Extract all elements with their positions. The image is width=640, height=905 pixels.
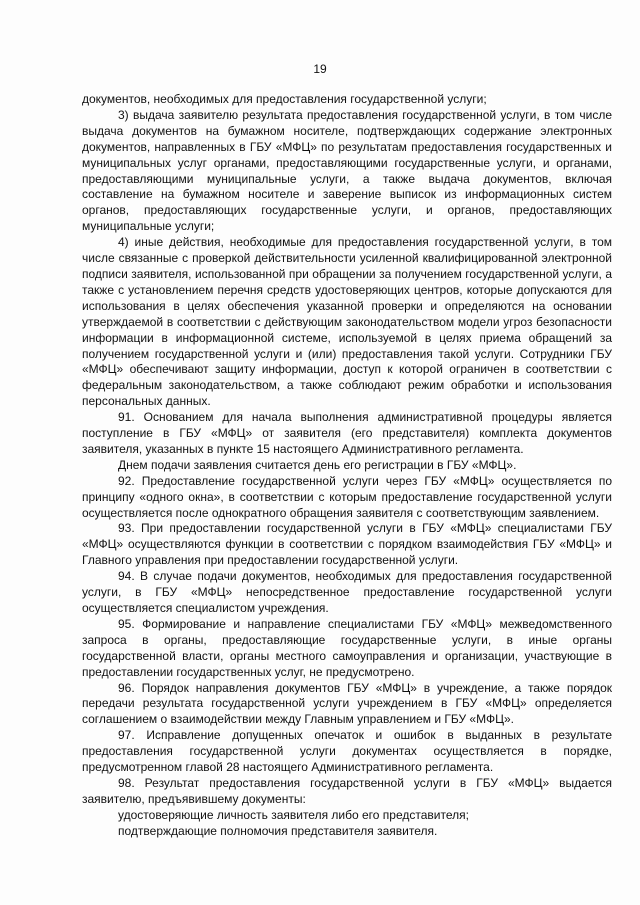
- paragraph-97: 97. Исправление допущенных опечаток и ошибок в выданных в результате предоставления государственной услуги документах осуществляется в порядке, предусмотренном главой 28 настоящего Административного регламента.: [82, 728, 612, 775]
- paragraph-item-4: 4) иные действия, необходимые для предоставления государственной услуги, в том числе связанные с проверкой действительности усиленной квалифицированной электронной подписи заявителя, использованной при обращении за получением государственной услуги, а также с установлением перечня средств удостоверяющих центров, которые допускаются для использования в целях обеспечения указанной проверки и определяются на основании утверждаемой в соответствии с действующим законодательством модели угроз безопасности информации в информационной системе, используемой в целях приема обращений за получением государственной услуги и (или) предоставления такой услуги. Сотрудники ГБУ «МФЦ» обеспечивают защиту информации, доступ к которой ограничен в соответствии с федеральным законодательством, а также соблюдают режим обработки и использования персональных данных.: [82, 235, 612, 409]
- document-body: [82, 92, 612, 840]
- paragraph-identity-documents: удостоверяющие личность заявителя либо его представителя;: [118, 807, 469, 822]
- paragraph-96: 96. Порядок направления документов ГБУ «МФЦ» в учреждение, а также порядок передачи результата государственной услуги учреждением в ГБУ «МФЦ» определяется соглашением о взаимодействии между Главным управлением и ГБУ «МФЦ».: [82, 680, 612, 727]
- page-number: 19: [313, 62, 327, 76]
- paragraph-92: 92. Предоставление государственной услуги через ГБУ «МФЦ» осуществляется по принципу «одного окна», в соответствии с которым предоставление государственной услуги осуществляется после однократного обращения заявителя с соответствующим заявлением.: [82, 473, 612, 520]
- paragraph-filing-day: Днем подачи заявления считается день его регистрации в ГБУ «МФЦ».: [118, 457, 517, 472]
- paragraph-91: 91. Основанием для начала выполнения административной процедуры является поступление в ГБУ «МФЦ» от заявителя (его представителя) комплекта документов заявителя, указанных в пункте 15 настоящего Административного регламента.: [82, 410, 612, 456]
- paragraph-93: 93. При предоставлении государственной услуги в ГБУ «МФЦ» специалистами ГБУ «МФЦ» осуществляются функции в соответствии с порядком взаимодействия ГБУ «МФЦ» и Главного управления при предоставлении государственной услуги.: [82, 521, 612, 568]
- paragraph-authority-documents: подтверждающие полномочия представителя заявителя.: [118, 823, 438, 838]
- paragraph-94: 94. В случае подачи документов, необходимых для предоставления государственной услуги, в ГБУ «МФЦ» непосредственное предоставление государственной услуги осуществляется специалистом учреждения.: [82, 569, 612, 615]
- paragraph-98: 98. Результат предоставления государственной услуги в ГБУ «МФЦ» выдается заявителю, предъявившему документы:: [82, 775, 612, 806]
- paragraph-continuation: документов, необходимых для предоставления государственной услуги;: [82, 92, 487, 106]
- paragraph-95: 95. Формирование и направление специалистами ГБУ «МФЦ» межведомственного запроса в органы, предоставляющие государственные услуги, в иные органы государственной власти, органы местного самоуправления и организации, участвующие в предоставлении государственных услуг, не предусмотрено.: [82, 616, 612, 679]
- paragraph-item-3: 3) выдача заявителю результата предоставления государственной услуги, в том числе выдача документов на бумажном носителе, подтверждающих содержание электронных документов, направленных в ГБУ «МФЦ» по результатам предоставления государственных и муниципальных услуг органами, предоставляющими государственные услуги, и органами, предоставляющими муниципальные услуги, а также выдача документов, включая составление на бумажном носителе и заверение выписок из информационных систем органов, предоставляющих государственные услуги, и органов, предоставляющих муниципальные услуги;: [82, 107, 612, 234]
